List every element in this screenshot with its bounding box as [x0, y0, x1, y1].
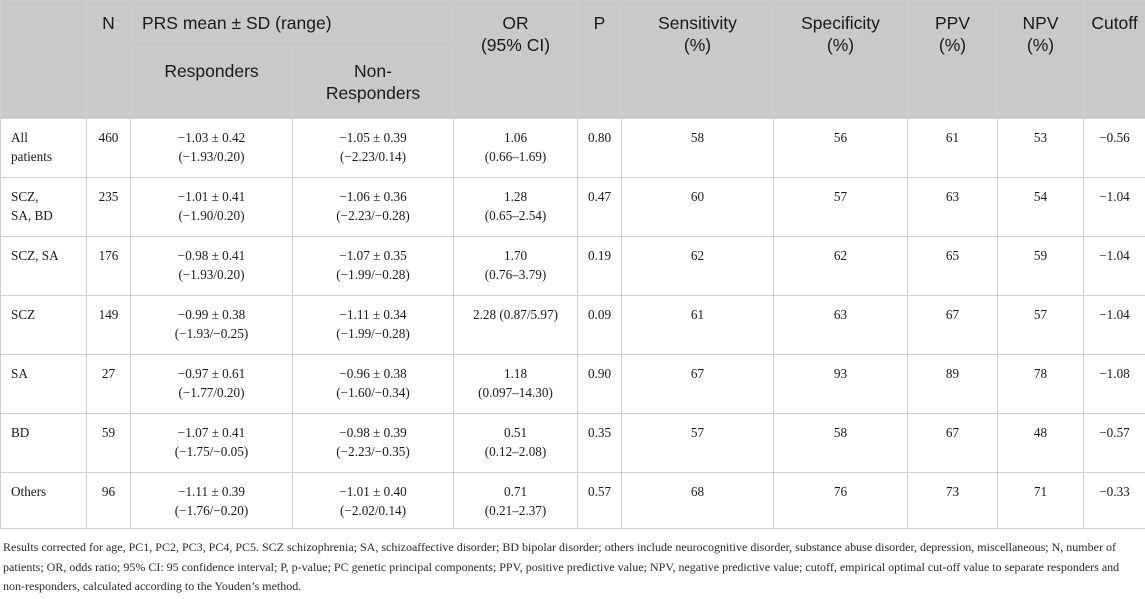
- cell-p: 0.35: [578, 414, 622, 473]
- cell-sensitivity: 61: [622, 296, 774, 355]
- cell-group: SCZ: [1, 296, 87, 355]
- cell-specificity: 93: [774, 355, 908, 414]
- header-p: P: [578, 1, 622, 119]
- cell-n: 235: [87, 178, 131, 237]
- cell-responders: −1.03 ± 0.42 (−1.93/0.20): [131, 119, 293, 178]
- cell-p: 0.47: [578, 178, 622, 237]
- header-n: N: [87, 1, 131, 119]
- cell-sensitivity: 68: [622, 473, 774, 529]
- header-responders: Responders: [131, 48, 293, 119]
- cell-or: 1.70 (0.76–3.79): [454, 237, 578, 296]
- table-row: [1, 296, 1145, 355]
- cell-non-responders: −1.11 ± 0.34 (−1.99/−0.28): [293, 296, 454, 355]
- table-row: [1, 237, 1145, 296]
- header-specificity: Specificity (%): [774, 1, 908, 119]
- cell-ppv: 63: [908, 178, 998, 237]
- cell-npv: 59: [998, 237, 1084, 296]
- table-footnote: Results corrected for age, PC1, PC2, PC3, PC4, PC5. SCZ schizophrenia; SA, schizoaffective disorder; BD bipolar disorder; others include neurocognitive disorder, substance abuse disorder, depression, miscellaneous; N, number of patients; OR, odds ratio; 95% CI: 95 confidence interval; P, p-value; PC genetic principal components; PPV, positive predictive value; NPV, negative predictive value; cutoff, empirical optimal cut-off value to separate responders and non-responders, calculated according to the Youden’s method.: [3, 540, 1120, 593]
- cell-p: 0.90: [578, 355, 622, 414]
- cell-specificity: 62: [774, 237, 908, 296]
- cell-npv: 71: [998, 473, 1084, 529]
- cell-cutoff: −1.04: [1084, 178, 1145, 237]
- cell-group: All patients: [1, 119, 87, 178]
- cell-p: 0.57: [578, 473, 622, 529]
- cell-n: 96: [87, 473, 131, 529]
- cell-or: 1.28 (0.65–2.54): [454, 178, 578, 237]
- cell-sensitivity: 62: [622, 237, 774, 296]
- cell-responders: −0.99 ± 0.38 (−1.93/−0.25): [131, 296, 293, 355]
- cell-responders: −1.07 ± 0.41 (−1.75/−0.05): [131, 414, 293, 473]
- cell-ppv: 67: [908, 296, 998, 355]
- cell-n: 27: [87, 355, 131, 414]
- cell-or: 0.71 (0.21–2.37): [454, 473, 578, 529]
- cell-sensitivity: 67: [622, 355, 774, 414]
- table-row: [1, 178, 1145, 237]
- cell-group: SA: [1, 355, 87, 414]
- cell-cutoff: −0.57: [1084, 414, 1145, 473]
- cell-p: 0.19: [578, 237, 622, 296]
- cell-responders: −1.01 ± 0.41 (−1.90/0.20): [131, 178, 293, 237]
- cell-sensitivity: 60: [622, 178, 774, 237]
- cell-cutoff: −0.56: [1084, 119, 1145, 178]
- table-row: [1, 355, 1145, 414]
- cell-non-responders: −1.01 ± 0.40 (−2.02/0.14): [293, 473, 454, 529]
- cell-n: 460: [87, 119, 131, 178]
- cell-non-responders: −1.06 ± 0.36 (−2.23/−0.28): [293, 178, 454, 237]
- cell-non-responders: −0.98 ± 0.39 (−2.23/−0.35): [293, 414, 454, 473]
- header-or: OR (95% CI): [454, 1, 578, 119]
- cell-or: 1.18 (0.097–14.30): [454, 355, 578, 414]
- cell-n: 176: [87, 237, 131, 296]
- table-row: [1, 473, 1145, 529]
- header-sensitivity: Sensitivity (%): [622, 1, 774, 119]
- table-row: [1, 119, 1145, 178]
- table-row: [1, 414, 1145, 473]
- cell-group: SCZ, SA: [1, 237, 87, 296]
- cell-specificity: 57: [774, 178, 908, 237]
- cell-responders: −1.11 ± 0.39 (−1.76/−0.20): [131, 473, 293, 529]
- cell-npv: 54: [998, 178, 1084, 237]
- cell-p: 0.09: [578, 296, 622, 355]
- cell-responders: −0.97 ± 0.61 (−1.77/0.20): [131, 355, 293, 414]
- cell-npv: 48: [998, 414, 1084, 473]
- header-ppv: PPV (%): [908, 1, 998, 119]
- cell-sensitivity: 57: [622, 414, 774, 473]
- cell-specificity: 76: [774, 473, 908, 529]
- header-group: [1, 1, 87, 119]
- cell-specificity: 56: [774, 119, 908, 178]
- cell-or: 1.06 (0.66–1.69): [454, 119, 578, 178]
- cell-non-responders: −1.07 ± 0.35 (−1.99/−0.28): [293, 237, 454, 296]
- header-npv: NPV (%): [998, 1, 1084, 119]
- cell-cutoff: −1.08: [1084, 355, 1145, 414]
- cell-cutoff: −0.33: [1084, 473, 1145, 529]
- cell-or: 2.28 (0.87/5.97): [454, 296, 578, 355]
- cell-non-responders: −1.05 ± 0.39 (−2.23/0.14): [293, 119, 454, 178]
- cell-cutoff: −1.04: [1084, 296, 1145, 355]
- cell-or: 0.51 (0.12–2.08): [454, 414, 578, 473]
- cell-specificity: 63: [774, 296, 908, 355]
- cell-ppv: 67: [908, 414, 998, 473]
- cell-group: SCZ, SA, BD: [1, 178, 87, 237]
- cell-p: 0.80: [578, 119, 622, 178]
- cell-ppv: 89: [908, 355, 998, 414]
- cell-specificity: 58: [774, 414, 908, 473]
- cell-npv: 78: [998, 355, 1084, 414]
- cell-n: 149: [87, 296, 131, 355]
- cell-sensitivity: 58: [622, 119, 774, 178]
- header-prs: PRS mean ± SD (range): [131, 1, 454, 48]
- cell-group: Others: [1, 473, 87, 529]
- cell-responders: −0.98 ± 0.41 (−1.93/0.20): [131, 237, 293, 296]
- cell-cutoff: −1.04: [1084, 237, 1145, 296]
- header-cutoff: Cutoff: [1084, 1, 1145, 119]
- cell-ppv: 73: [908, 473, 998, 529]
- cell-npv: 57: [998, 296, 1084, 355]
- header-non-responders: Non- Responders: [293, 48, 454, 119]
- cell-npv: 53: [998, 119, 1084, 178]
- cell-group: BD: [1, 414, 87, 473]
- cell-ppv: 65: [908, 237, 998, 296]
- cell-n: 59: [87, 414, 131, 473]
- cell-non-responders: −0.96 ± 0.38 (−1.60/−0.34): [293, 355, 454, 414]
- cell-ppv: 61: [908, 119, 998, 178]
- header-row: [1, 1, 1145, 48]
